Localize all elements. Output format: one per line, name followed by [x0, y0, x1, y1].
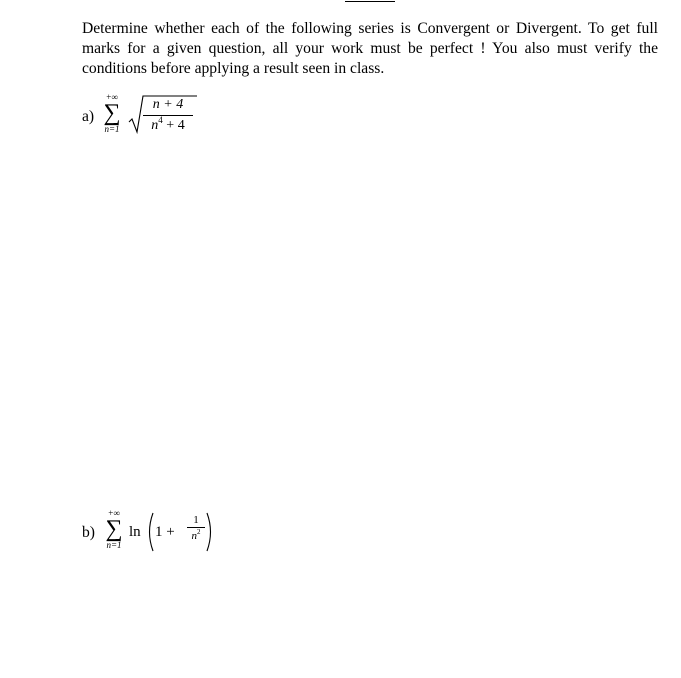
log-expression	[129, 512, 239, 556]
fraction-bar	[143, 115, 193, 116]
right-paren-icon	[205, 512, 215, 552]
inner-fraction-bar	[187, 527, 205, 528]
one-plus: 1 +	[155, 524, 175, 540]
denominator-base: n	[151, 118, 159, 133]
problem-a	[82, 92, 222, 144]
instructions-text: Determine whether each of the following series is Convergent or Divergent. To get full marks for a given question, all your work must be perfect ! You also must verify the conditions before applying a result seen in class.	[82, 20, 658, 77]
upper-limit: +∞	[106, 92, 118, 102]
inner-denominator	[187, 529, 205, 543]
inner-denominator-base: n	[191, 530, 197, 542]
numerator: n + 4	[152, 97, 184, 112]
summation	[99, 92, 125, 134]
summation	[101, 508, 127, 550]
sigma-symbol: ∑	[103, 100, 121, 126]
inner-fraction	[187, 512, 205, 543]
inner-denominator-exponent: 2	[197, 528, 201, 536]
upper-limit: +∞	[108, 508, 120, 518]
left-paren-icon	[145, 512, 155, 552]
square-root	[127, 94, 197, 138]
lower-limit: n=1	[106, 540, 122, 550]
sigma-symbol: ∑	[105, 516, 123, 542]
top-rule	[345, 1, 395, 2]
fraction	[143, 96, 193, 135]
problem-b	[82, 508, 242, 560]
ln-function: ln	[129, 524, 141, 540]
problem-label: a)	[82, 108, 95, 125]
denominator-exponent: 4	[158, 115, 163, 125]
lower-limit: n=1	[104, 124, 120, 134]
inner-numerator: 1	[193, 514, 199, 526]
denominator	[143, 117, 193, 135]
denominator-rest: + 4	[162, 118, 185, 133]
problem-label: b)	[82, 524, 95, 541]
